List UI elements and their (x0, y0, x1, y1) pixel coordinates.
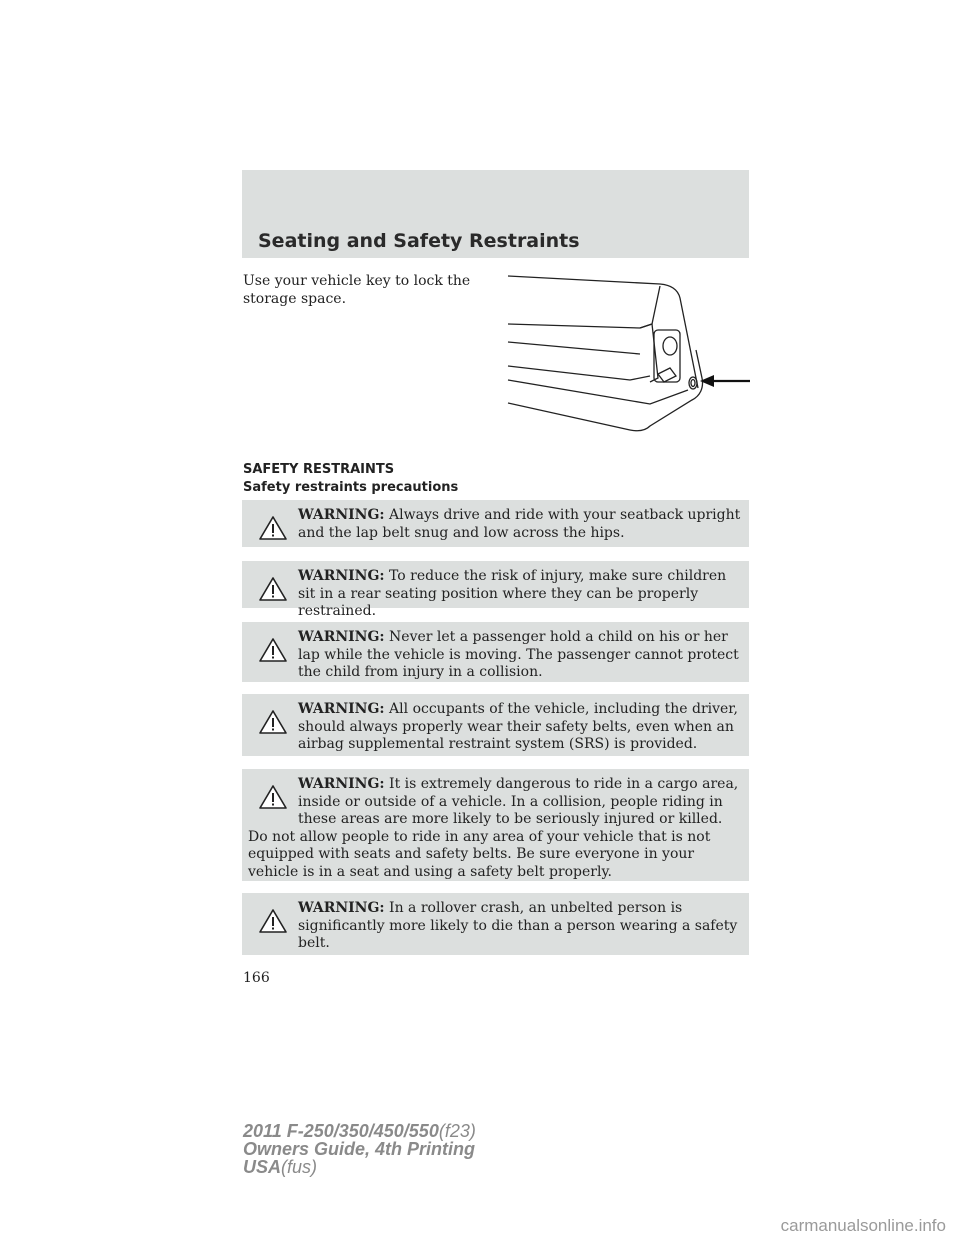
warning-box (242, 694, 749, 756)
section-title: Seating and Safety Restraints (258, 230, 580, 252)
footer-model: 2011 F-250/350/450/550 (243, 1121, 439, 1141)
warning-box (242, 769, 749, 881)
warning-box (242, 561, 749, 619)
warning-text (248, 776, 741, 881)
warning-label: WARNING: (298, 507, 385, 523)
warning-triangle-icon (258, 637, 298, 667)
section-header-band (242, 170, 749, 258)
footer-guide: Owners Guide, 4th Printing (243, 1139, 476, 1159)
warning-label: WARNING: (298, 701, 385, 717)
site-watermark: carmanualsonline.info (780, 1216, 946, 1235)
warning-text (248, 507, 741, 542)
warning-body: To reduce the risk of injury, make sure children sit in a rear seating position where they can be properly restrained. (298, 568, 727, 619)
warning-box (242, 893, 749, 955)
warning-label: WARNING: (298, 629, 385, 645)
warning-label: WARNING: (298, 776, 385, 792)
subsection-heading: Safety restraints precautions (243, 480, 459, 495)
warning-text (248, 629, 741, 682)
warning-triangle-icon (258, 515, 298, 545)
footer-region: USA (243, 1157, 282, 1177)
footer-model-code: (f23) (438, 1121, 476, 1141)
footer-region-code: (fus) (281, 1157, 318, 1177)
warning-triangle-icon (258, 908, 298, 938)
intro-text: Use your vehicle key to lock the storage space. (243, 273, 471, 307)
warning-triangle-icon (258, 576, 298, 606)
warning-label: WARNING: (298, 900, 385, 916)
warning-body: It is extremely dangerous to ride in a cargo area, inside or outside of a vehicle. In a collision, people riding in these areas are more likely to be seriously injured or killed. Do not allow people to ride in any area of your vehicle that is not equipped with seats and safety belts. Be sure everyone in your vehicle is in a seat and using a safety belt properly. (248, 776, 739, 880)
warning-box (242, 500, 749, 547)
warning-body: Never let a passenger hold a child on his or her lap while the vehicle is moving. The passenger cannot protect the child from injury in a collision. (298, 629, 739, 680)
storage-compartment-illustration (500, 268, 755, 440)
warning-text (248, 568, 741, 621)
warning-body: All occupants of the vehicle, including the driver, should always properly wear their safety belts, even when an airbag supplemental restraint system (SRS) is provided. (298, 701, 738, 752)
warning-body: Always drive and ride with your seatback upright and the lap belt snug and low across the hips. (298, 507, 741, 541)
warning-triangle-icon (258, 709, 298, 739)
section-heading: SAFETY RESTRAINTS (243, 462, 395, 477)
warning-body: In a rollover crash, an unbelted person is significantly more likely to die than a person wearing a safety belt. (298, 900, 738, 951)
document-footer (243, 1122, 476, 1176)
warning-label: WARNING: (298, 568, 385, 584)
warning-box (242, 622, 749, 682)
warning-text (248, 701, 741, 754)
page-number: 166 (243, 970, 270, 986)
warning-triangle-icon (258, 784, 298, 814)
warning-text (248, 900, 741, 953)
